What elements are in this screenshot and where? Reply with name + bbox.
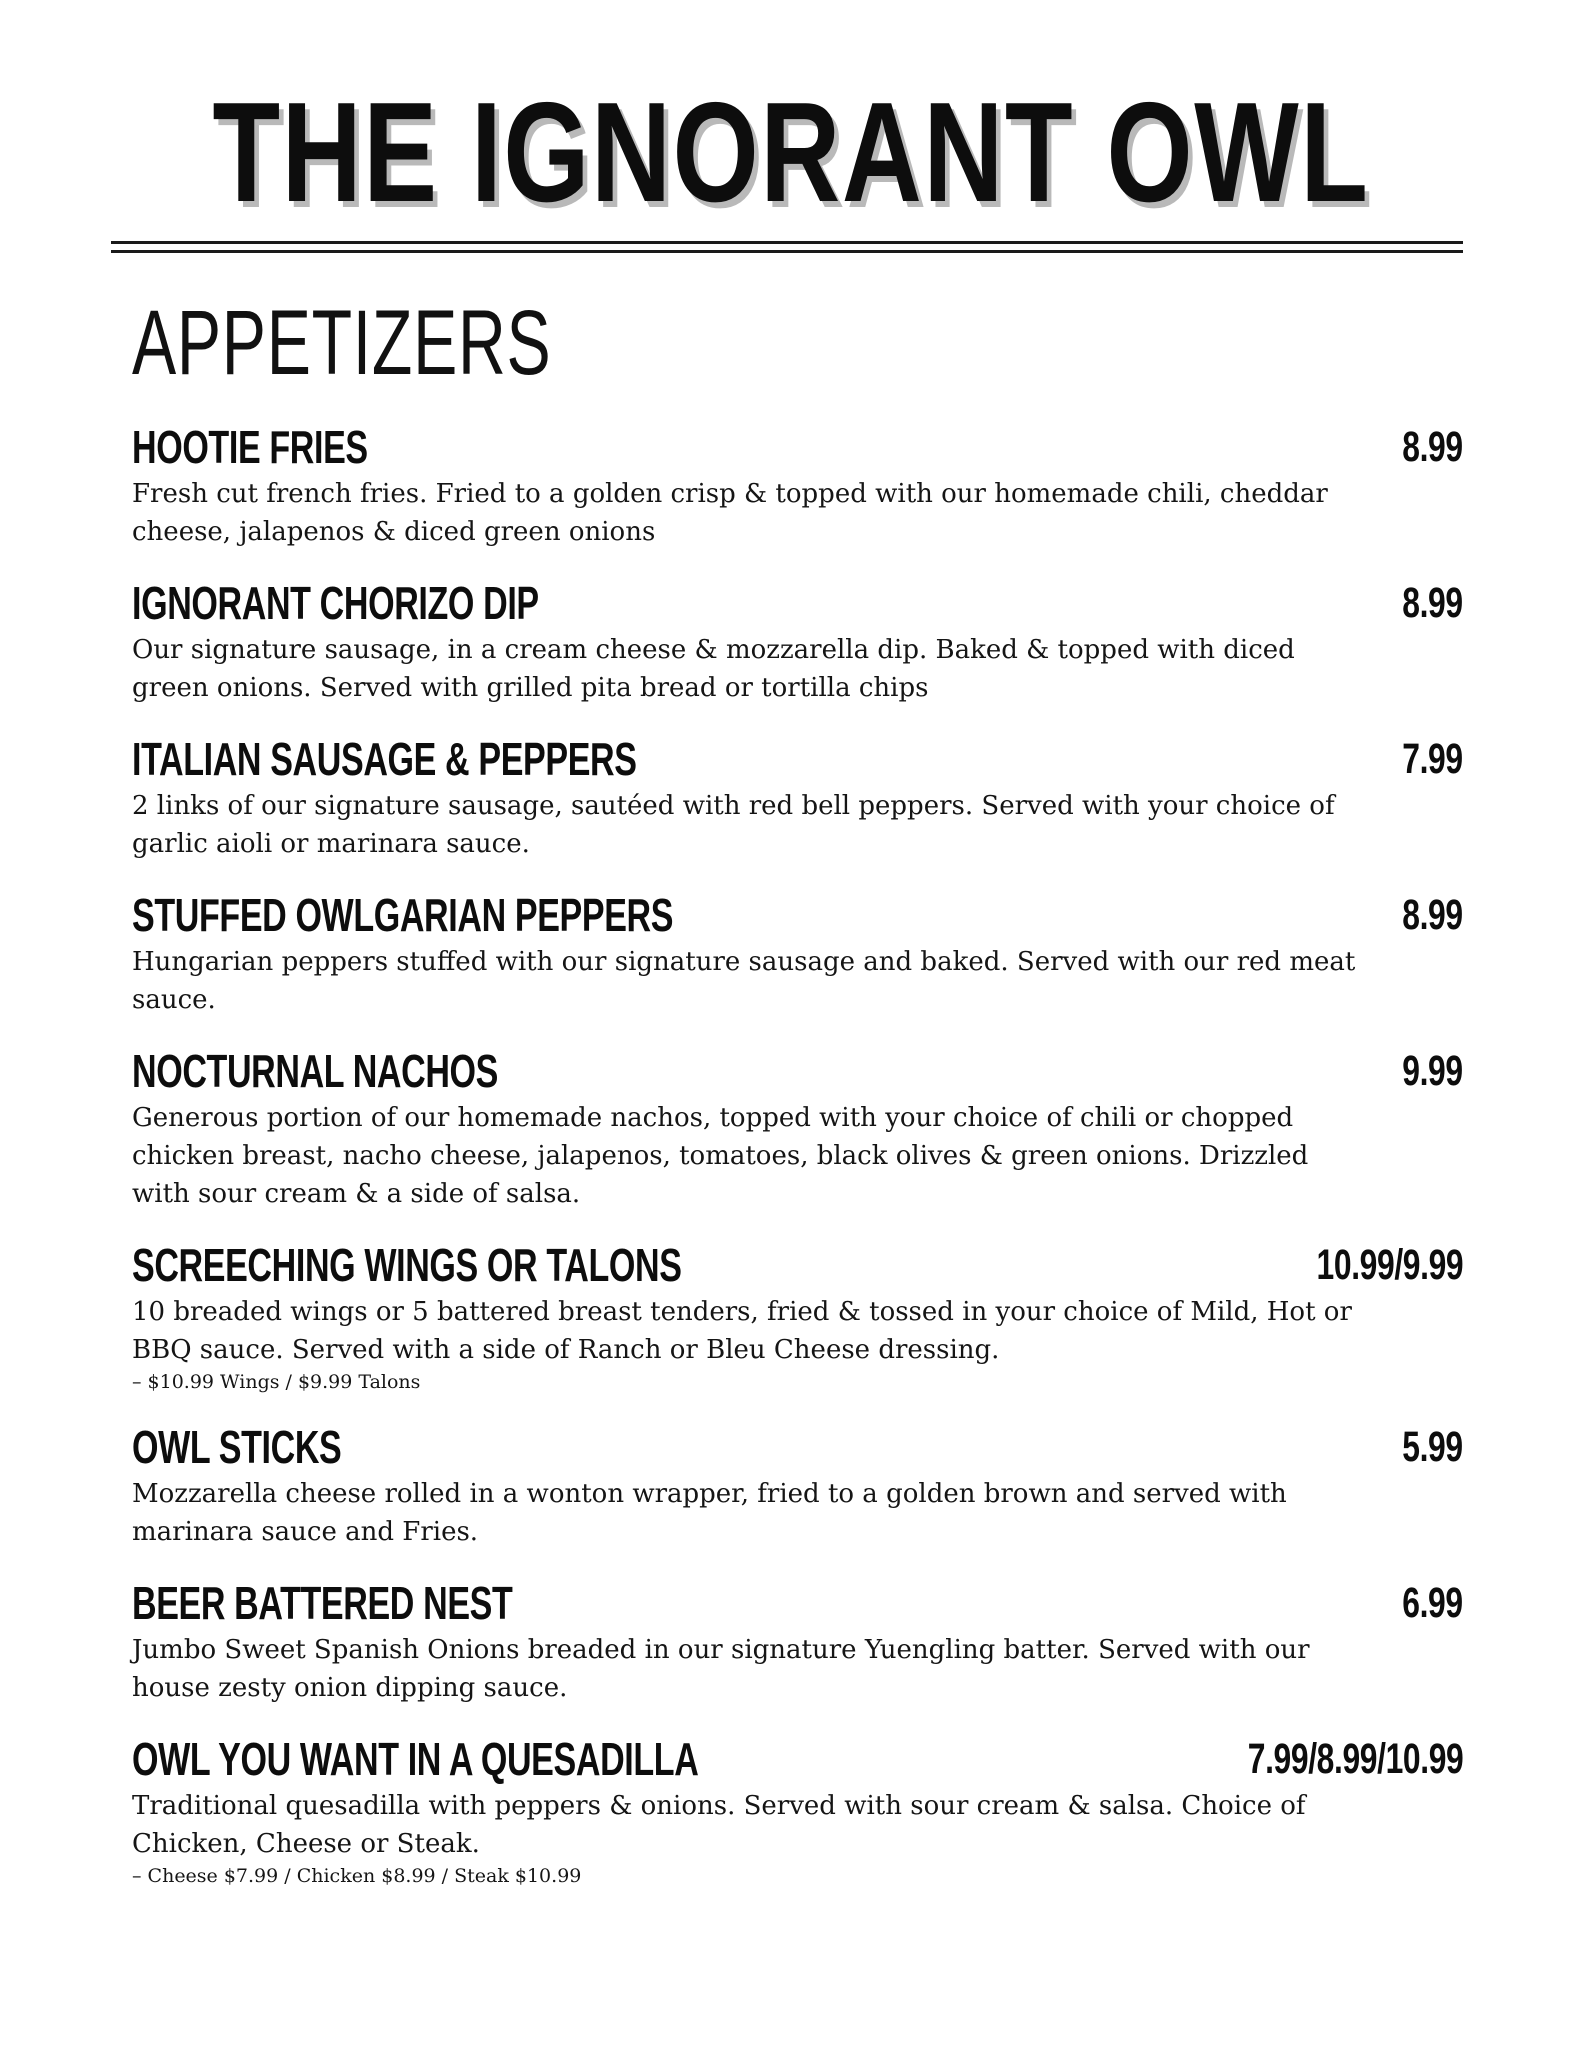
item-name: IGNORANT CHORIZO DIP (132, 577, 539, 629)
item-name: BEER BATTERED NEST (132, 1577, 513, 1629)
item-description: Hungarian peppers stuffed with our signature sausage and baked. Served with our red meat sauce. (132, 947, 1356, 1015)
menu-item (132, 421, 1463, 551)
item-price: 9.99 (1402, 1047, 1463, 1095)
menu-item (132, 1577, 1463, 1707)
item-price-note: – Cheese $7.99 / Chicken $8.99 / Steak $10.99 (132, 1865, 582, 1887)
item-description: Our signature sausage, in a cream cheese & mozzarella dip. Baked & topped with diced green onions. Served with grilled pita bread or tortilla chips (132, 635, 1295, 703)
restaurant-title: THE IGNORANT OWL (212, 73, 1370, 232)
item-name: OWL STICKS (132, 1421, 342, 1473)
item-price: 5.99 (1402, 1423, 1463, 1471)
item-description: Mozzarella cheese rolled in a wonton wrapper, fried to a golden brown and served with marinara sauce and Fries. (132, 1479, 1287, 1547)
item-name: SCREECHING WINGS OR TALONS (132, 1239, 682, 1291)
item-name: HOOTIE FRIES (132, 421, 368, 473)
item-price: 8.99 (1402, 891, 1463, 939)
item-description: 10 breaded wings or 5 battered breast tenders, fried & tossed in your choice of Mild, Hot or BBQ sauce. Served with a side of Ranch or Bleu Cheese dressing. (132, 1297, 1352, 1365)
item-name: OWL YOU WANT IN A QUESADILLA (132, 1733, 699, 1785)
item-name: NOCTURNAL NACHOS (132, 1045, 498, 1097)
item-name: STUFFED OWLGARIAN PEPPERS (132, 889, 674, 941)
item-price: 8.99 (1402, 423, 1463, 471)
menu-items-list (132, 421, 1463, 1915)
item-price: 7.99 (1402, 735, 1463, 783)
item-description: Generous portion of our homemade nachos, topped with your choice of chili or chopped chicken breast, nacho cheese, jalapenos, tomatoes, black olives & green onions. Drizzled with sour cream & a side of salsa. (132, 1103, 1309, 1209)
item-price: 7.99/8.99/10.99 (1247, 1735, 1463, 1783)
item-price: 8.99 (1402, 579, 1463, 627)
menu-item (132, 1045, 1463, 1213)
menu-item (132, 889, 1463, 1019)
item-name: ITALIAN SAUSAGE & PEPPERS (132, 733, 637, 785)
menu-item (132, 1733, 1463, 1889)
item-price: 6.99 (1402, 1579, 1463, 1627)
item-description: Jumbo Sweet Spanish Onions breaded in our signature Yuengling batter. Served with our house zesty onion dipping sauce. (132, 1635, 1310, 1703)
title-divider-top (111, 241, 1463, 244)
item-description: Fresh cut french fries. Fried to a golden crisp & topped with our homemade chili, cheddar cheese, jalapenos & diced green onions (132, 479, 1328, 547)
item-description: Traditional quesadilla with peppers & onions. Served with sour cream & salsa. Choice of Chicken, Cheese or Steak. (132, 1791, 1306, 1859)
menu-item (132, 733, 1463, 863)
item-description: 2 links of our signature sausage, sautéed with red bell peppers. Served with your choice of garlic aioli or marinara sauce. (132, 791, 1335, 859)
section-title: APPETIZERS (132, 292, 552, 394)
title-divider-bottom (111, 250, 1463, 253)
menu-item (132, 1421, 1463, 1551)
menu-item (132, 577, 1463, 707)
item-price-note: – $10.99 Wings / $9.99 Talons (132, 1371, 421, 1393)
menu-item (132, 1239, 1463, 1395)
item-price: 10.99/9.99 (1316, 1241, 1463, 1289)
